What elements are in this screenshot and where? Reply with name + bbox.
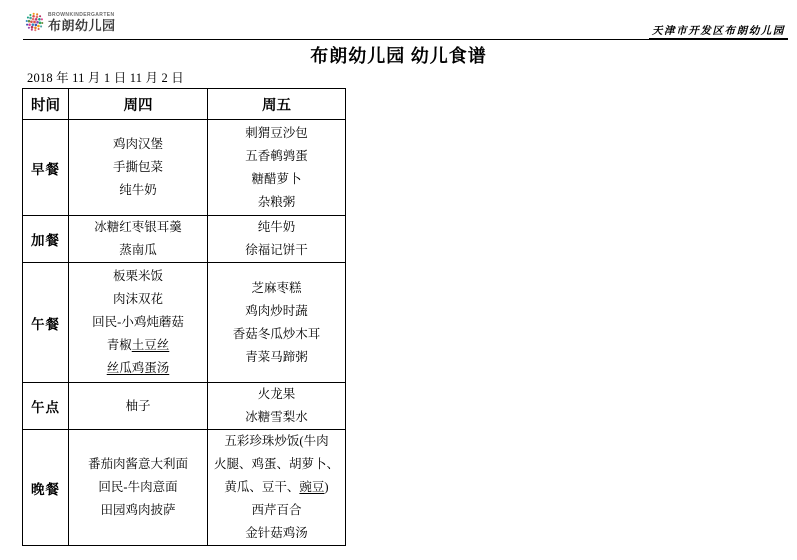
menu-item: 鸡肉炒时蔬 [245,303,308,318]
menu-item: 鸡肉汉堡 [112,137,163,151]
table-row [23,383,346,430]
menu-cell-friday [208,263,346,383]
menu-cell-thursday [69,383,208,430]
menu-item: 回民-小鸡炖蘑菇 [92,315,184,329]
menu-item: 蒸南瓜 [119,243,157,257]
menu-cell-thursday [69,263,208,383]
menu-cell-friday [208,120,346,216]
menu-item: 五香鹌鹑蛋 [245,148,308,163]
menu-cell-thursday [69,216,208,263]
header-school-name [649,23,788,38]
menu-item: 板栗米饭 [112,269,163,283]
menu-cell-thursday [69,430,208,546]
menu-item: 番茄肉酱意大利面 [87,457,188,471]
logo-english-name: BROWNKINDERGARTEN [48,11,115,18]
menu-cell-friday [208,430,346,546]
logo-burst-icon [24,10,45,34]
menu-item: 回民-牛肉意面 [98,480,178,494]
menu-item: 黄瓜、豆干、豌豆) [224,480,329,494]
menu-item: 青菜马蹄粥 [245,349,308,364]
page-title: 布朗幼儿园 幼儿食谱 [310,46,487,66]
menu-item: 手撕包菜 [112,160,163,174]
row-label: 午点 [23,383,69,430]
menu-item: 杂粮粥 [257,194,296,209]
row-label: 午餐 [23,263,69,383]
menu-item: 糖醋萝卜 [251,171,302,186]
table-row [23,216,346,263]
menu-item: 刺猬豆沙包 [245,125,308,140]
menu-item: 纯牛奶 [257,220,296,234]
menu-item: 柚子 [125,398,151,413]
menu-item: 冰糖红枣银耳羹 [94,220,182,234]
menu-item: 田园鸡肉披萨 [100,503,176,517]
menu-item: 金针菇鸡汤 [245,526,308,540]
menu-item: 青椒土豆丝 [106,338,170,352]
menu-cell-friday [208,383,346,430]
menu-item: 徐福记饼干 [245,243,308,257]
header-school-name-text: 天津市开发区布朗幼儿园 [649,26,788,39]
menu-table [22,88,346,546]
menu-item: 芝麻枣糕 [251,280,302,295]
table-row [23,120,346,216]
row-label: 早餐 [23,120,69,216]
table-row [23,430,346,546]
menu-item: 五彩珍珠炒饭(牛肉 [224,434,329,448]
column-header-thursday: 周四 [69,89,208,120]
column-header-time: 时间 [23,89,69,120]
menu-item: 火龙果 [257,387,296,401]
menu-item: 火腿、鸡蛋、胡萝卜、 [213,457,339,471]
date-line: 2018 年 11 月 1 日 11 月 2 日 [27,71,184,85]
menu-cell-friday [208,216,346,263]
menu-cell-thursday [69,120,208,216]
menu-item: 西芹百合 [251,503,302,517]
menu-item: 纯牛奶 [119,183,157,197]
table-header-row [23,89,346,120]
menu-item: 冰糖雪梨水 [245,410,308,424]
menu-item: 香菇冬瓜炒木耳 [232,326,321,341]
table-row [23,263,346,383]
menu-item: 丝瓜鸡蛋汤 [106,361,170,375]
menu-item: 肉沫双花 [112,292,163,306]
column-header-friday: 周五 [208,89,346,120]
logo-chinese-name: 布朗幼儿园 [48,17,116,33]
row-label: 加餐 [23,216,69,263]
row-label: 晚餐 [23,430,69,546]
logo-text [48,13,116,32]
school-logo [24,10,116,34]
header-divider [23,39,788,40]
